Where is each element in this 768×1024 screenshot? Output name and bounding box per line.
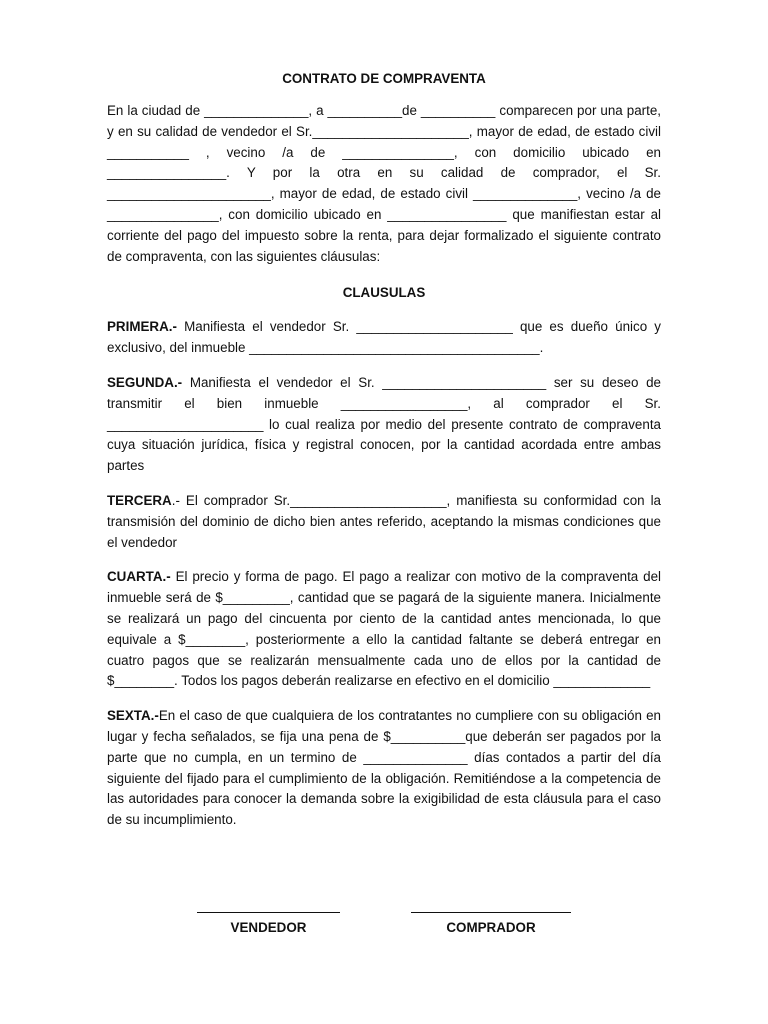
clause-text: En el caso de que cualquiera de los contratantes no cumpliere con su obligación en lugar y fecha señalados, se fija una pena de $__________que deberán ser pagados por la parte que no cumpla, en un termino de ______________ días contados a partir del día siguiente del fijado para el cumplimiento de la obligación. Remitiéndose a la competencia de las autoridades para conocer la demanda sobre la exigibilidad de esta cláusula para el caso de su incumplimiento. [107,708,661,828]
clause-text: Manifiesta el vendedor el Sr. ______________________ ser su deseo de transmitir el bien inmueble _________________, al comprador el Sr. _____________________ lo cual realiza por medio del presente contrato de compraventa cuya situación jurídica, física y registral conocen, por la cantidad acordada entre ambas partes [107,374,661,474]
clause-tercera [107,491,661,553]
buyer-label: COMPRADOR [446,920,536,935]
clause-cuarta [107,567,661,692]
signature-block [0,912,768,952]
clause-label: TERCERA [107,492,172,508]
clause-label: PRIMERA.- [107,319,177,335]
clause-label: SEGUNDA.- [107,374,183,390]
intro-paragraph: En la ciudad de ______________, a __________de __________ comparecen por una parte, y en su calidad de vendedor el Sr._____________________, mayor de edad, de estado civil ___________ , vecino /a de _______________, con domicilio ubicado en ________________. Y por la otra en su calidad de comprador, el Sr. ______________________, mayor de edad, de estado civil ______________, vecino /a de _______________, con domicilio ubicado en ________________ que manifiestan estar al corriente del pago del impuesto sobre la renta, para dejar formalizado el siguiente contrato de compraventa, con las siguientes cláusulas: [107,103,661,264]
clause-text: Manifiesta el vendedor Sr. _____________________ que es dueño único y exclusivo, del inmueble _______________________________________. [107,319,661,356]
clause-segunda [107,373,661,477]
clause-primera [107,317,661,359]
clause-text: .- El comprador Sr._____________________, manifiesta su conformidad con la transmisión del dominio de dicho bien antes referido, aceptando la mismas condiciones que el vendedor [107,492,661,550]
contract-body [107,69,661,845]
seller-label: VENDEDOR [230,920,307,935]
signature-line [411,912,571,913]
clause-label: CUARTA.- [107,569,171,585]
seller-signature [197,912,340,935]
signature-line [197,912,340,913]
clause-text: El precio y forma de pago. El pago a realizar con motivo de la compraventa del inmueble será de $_________, cantidad que se pagará de la siguiente manera. Inicialmente se realizará un pago del cincuenta por ciento de la cantidad antes mencionada, lo que equivale a $________, posteriormente a ello la cantidad faltante se deberá entregar en cuatro pagos que se realizarán mensualmente cada uno de ellos por la cantidad de $________. Todos los pagos deberán realizarse en efectivo en el domicilio _____________ [107,569,661,689]
buyer-signature [411,912,571,935]
clause-sexta [107,706,661,831]
clauses-heading: CLAUSULAS [342,285,426,301]
document-title: CONTRATO DE COMPRAVENTA [282,71,486,86]
clause-label: SEXTA.- [107,708,159,724]
